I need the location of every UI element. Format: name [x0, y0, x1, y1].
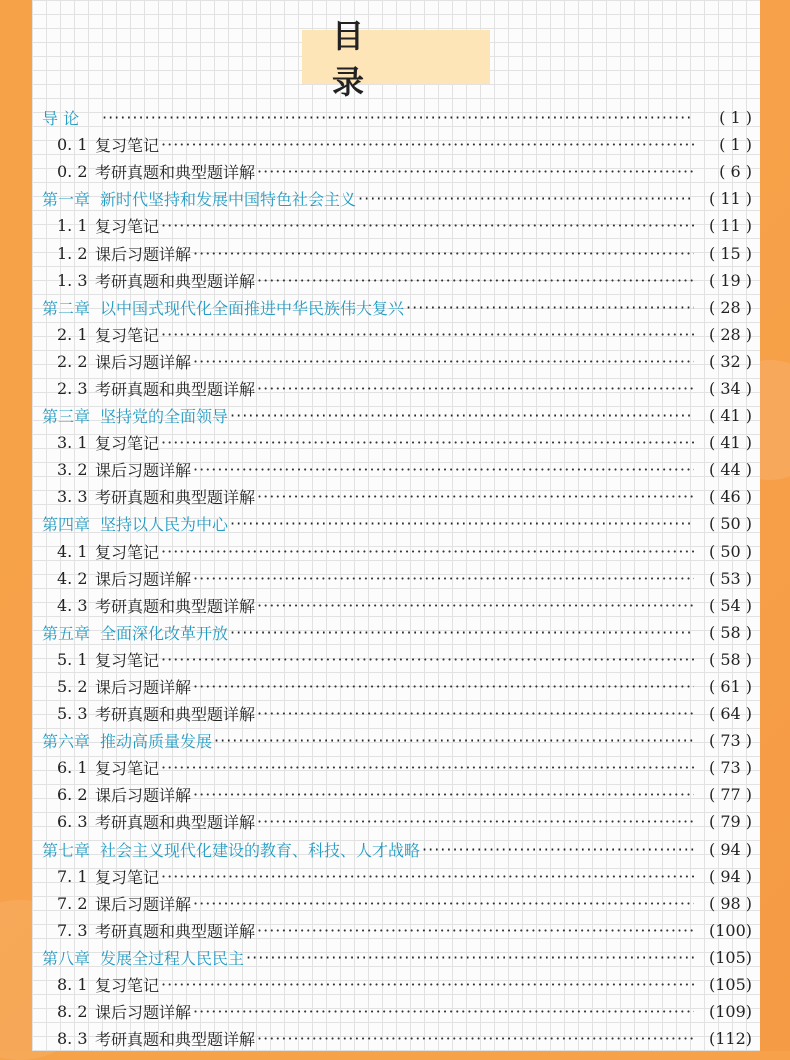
- entry-title: 复习笔记: [95, 217, 160, 237]
- toc-section-entry[interactable]: [42, 863, 752, 890]
- entry-title: 课后习题详解: [95, 786, 192, 806]
- toc-chapter-entry[interactable]: [42, 185, 752, 212]
- toc-section-entry[interactable]: [42, 212, 752, 239]
- entry-title: 课后习题详解: [95, 1003, 192, 1023]
- dot-leader: [161, 758, 694, 777]
- entry-number: 第六章: [42, 732, 91, 752]
- dot-leader: [257, 1029, 694, 1048]
- entry-page-number: ( 98 ): [708, 893, 752, 913]
- entry-title: 课后习题详解: [95, 569, 192, 589]
- entry-title: 复习笔记: [95, 650, 160, 670]
- entry-number: 2. 1: [57, 324, 88, 344]
- entry-page-number: ( 44 ): [708, 460, 752, 480]
- entry-title: 考研真题和典型题详解: [95, 488, 256, 508]
- entry-title: 复习笔记: [95, 136, 160, 156]
- entry-page-number: ( 54 ): [708, 595, 752, 615]
- toc-section-entry[interactable]: [42, 131, 752, 158]
- entry-number: 5. 3: [57, 704, 88, 724]
- entry-page-number: (109): [708, 1002, 752, 1022]
- entry-number: 2. 2: [57, 351, 88, 371]
- toc-chapter-entry[interactable]: [42, 294, 752, 321]
- entry-title: 复习笔记: [95, 976, 160, 996]
- title-banner: [302, 17, 490, 101]
- dot-leader: [193, 1002, 694, 1021]
- dot-leader: [102, 108, 694, 127]
- entry-page-number: ( 19 ): [708, 270, 752, 290]
- toc-section-entry[interactable]: [42, 239, 752, 266]
- entry-page-number: ( 77 ): [708, 785, 752, 805]
- entry-title: 发展全过程人民民主: [100, 948, 245, 968]
- dot-leader: [257, 704, 694, 723]
- dot-leader: [193, 785, 694, 804]
- dot-leader: [193, 352, 694, 371]
- dot-leader: [257, 921, 694, 940]
- entry-number: 第一章: [42, 190, 91, 210]
- entry-number: 第四章: [42, 515, 91, 535]
- dot-leader: [358, 189, 694, 208]
- entry-page-number: ( 64 ): [708, 704, 752, 724]
- entry-title: 复习笔记: [95, 434, 160, 454]
- entry-page-number: ( 28 ): [708, 324, 752, 344]
- dot-leader: [422, 840, 694, 859]
- entry-title: 课后习题详解: [95, 461, 192, 481]
- entry-page-number: ( 58 ): [708, 622, 752, 642]
- entry-page-number: ( 79 ): [708, 812, 752, 832]
- entry-number: 0. 2: [57, 162, 88, 182]
- toc-section-entry[interactable]: [42, 1025, 752, 1052]
- entry-page-number: (100): [708, 920, 752, 940]
- dot-leader: [193, 569, 694, 588]
- toc-page: [32, 0, 760, 1051]
- entry-page-number: (105): [708, 975, 752, 995]
- dot-leader: [193, 460, 694, 479]
- entry-title: 坚持党的全面领导: [100, 407, 229, 427]
- entry-title: 考研真题和典型题详解: [95, 921, 256, 941]
- entry-number: 3. 2: [57, 460, 88, 480]
- entry-number: 7. 1: [57, 866, 88, 886]
- entry-title: 课后习题详解: [95, 678, 192, 698]
- toc-section-entry[interactable]: [42, 781, 752, 808]
- dot-leader: [257, 379, 694, 398]
- toc-section-entry[interactable]: [42, 158, 752, 185]
- entry-number: 1. 2: [57, 243, 88, 263]
- entry-page-number: ( 50 ): [708, 541, 752, 561]
- dot-leader: [161, 325, 694, 344]
- entry-number: 第七章: [42, 840, 91, 860]
- entry-page-number: ( 6 ): [719, 162, 752, 182]
- dot-leader: [161, 433, 694, 452]
- entry-page-number: ( 34 ): [708, 378, 752, 398]
- dot-leader: [161, 542, 694, 561]
- dot-leader: [193, 244, 694, 263]
- toc-chapter-entry[interactable]: [42, 619, 752, 646]
- entry-number: 导 论: [42, 109, 80, 129]
- entry-title: 以中国式现代化全面推进中华民族伟大复兴: [100, 298, 405, 318]
- entry-page-number: ( 53 ): [708, 568, 752, 588]
- entry-page-number: ( 58 ): [708, 649, 752, 669]
- toc-section-entry[interactable]: [42, 917, 752, 944]
- entry-number: 1. 3: [57, 270, 88, 290]
- entry-page-number: ( 11 ): [708, 189, 752, 209]
- toc-section-entry[interactable]: [42, 538, 752, 565]
- dot-leader: [257, 596, 694, 615]
- dot-leader: [257, 487, 694, 506]
- dot-leader: [257, 162, 694, 181]
- entry-page-number: ( 11 ): [708, 216, 752, 236]
- entry-page-number: ( 41 ): [708, 433, 752, 453]
- entry-page-number: ( 1 ): [719, 108, 752, 128]
- dot-leader: [230, 623, 694, 642]
- entry-number: 3. 1: [57, 433, 88, 453]
- toc-section-entry[interactable]: [42, 754, 752, 781]
- toc-section-entry[interactable]: [42, 998, 752, 1025]
- entry-number: 6. 2: [57, 785, 88, 805]
- entry-number: 6. 3: [57, 812, 88, 832]
- entry-page-number: ( 46 ): [708, 487, 752, 507]
- toc-chapter-entry[interactable]: [42, 944, 752, 971]
- entry-number: 第二章: [42, 298, 91, 318]
- entry-number: 4. 2: [57, 568, 88, 588]
- toc-section-entry[interactable]: [42, 565, 752, 592]
- entry-number: 0. 1: [57, 135, 88, 155]
- toc-section-entry[interactable]: [42, 348, 752, 375]
- entry-number: 第八章: [42, 948, 91, 968]
- entry-page-number: ( 61 ): [708, 677, 752, 697]
- entry-page-number: ( 41 ): [708, 406, 752, 426]
- entry-title: 复习笔记: [95, 325, 160, 345]
- entry-number: 5. 1: [57, 649, 88, 669]
- entry-title: 坚持以人民为中心: [100, 515, 229, 535]
- entry-number: 8. 1: [57, 975, 88, 995]
- entry-number: 4. 3: [57, 595, 88, 615]
- dot-leader: [257, 812, 694, 831]
- toc-section-entry[interactable]: [42, 700, 752, 727]
- toc-section-entry[interactable]: [42, 375, 752, 402]
- dot-leader: [161, 216, 694, 235]
- entry-page-number: ( 1 ): [719, 135, 752, 155]
- toc-section-entry[interactable]: [42, 267, 752, 294]
- dot-leader: [193, 894, 694, 913]
- entry-number: 第五章: [42, 623, 91, 643]
- entry-title: 课后习题详解: [95, 244, 192, 264]
- entry-number: 7. 3: [57, 920, 88, 940]
- dot-leader: [257, 271, 694, 290]
- entry-page-number: ( 32 ): [708, 351, 752, 371]
- dot-leader: [161, 867, 694, 886]
- dot-leader: [161, 650, 694, 669]
- toc-chapter-entry[interactable]: [42, 104, 752, 131]
- entry-number: 8. 2: [57, 1002, 88, 1022]
- dot-leader: [246, 948, 694, 967]
- entry-title: 课后习题详解: [95, 894, 192, 914]
- dot-leader: [161, 135, 694, 154]
- entry-number: 3. 3: [57, 487, 88, 507]
- entry-title: 考研真题和典型题详解: [95, 163, 256, 183]
- toc-section-entry[interactable]: [42, 808, 752, 835]
- toc-section-entry[interactable]: [42, 429, 752, 456]
- entry-page-number: ( 15 ): [708, 243, 752, 263]
- entry-title: 考研真题和典型题详解: [95, 271, 256, 291]
- entry-number: 2. 3: [57, 378, 88, 398]
- dot-leader: [193, 677, 694, 696]
- entry-number: 第三章: [42, 407, 91, 427]
- toc-section-entry[interactable]: [42, 971, 752, 998]
- entry-title: 考研真题和典型题详解: [95, 1030, 256, 1050]
- entry-page-number: ( 28 ): [708, 297, 752, 317]
- entry-title: 新时代坚持和发展中国特色社会主义: [100, 190, 357, 210]
- toc-chapter-entry[interactable]: [42, 727, 752, 754]
- entry-number: 7. 2: [57, 893, 88, 913]
- table-of-contents: [42, 104, 752, 1052]
- toc-section-entry[interactable]: [42, 592, 752, 619]
- entry-page-number: ( 94 ): [708, 839, 752, 859]
- entry-page-number: ( 94 ): [708, 866, 752, 886]
- entry-page-number: (105): [708, 947, 752, 967]
- entry-title: 复习笔记: [95, 867, 160, 887]
- entry-title: 考研真题和典型题详解: [95, 379, 256, 399]
- entry-page-number: (112): [708, 1029, 752, 1049]
- dot-leader: [406, 298, 694, 317]
- toc-section-entry[interactable]: [42, 483, 752, 510]
- entry-number: 1. 1: [57, 216, 88, 236]
- dot-leader: [230, 514, 694, 533]
- entry-title: 全面深化改革开放: [100, 623, 229, 643]
- entry-number: 5. 2: [57, 677, 88, 697]
- page-title: 目 录: [332, 17, 395, 101]
- entry-number: 6. 1: [57, 758, 88, 778]
- entry-number: 8. 3: [57, 1029, 88, 1049]
- toc-chapter-entry[interactable]: [42, 836, 752, 863]
- toc-section-entry[interactable]: [42, 673, 752, 700]
- toc-chapter-entry[interactable]: [42, 510, 752, 537]
- entry-title: 社会主义现代化建设的教育、科技、人才战略: [100, 840, 421, 860]
- entry-number: 4. 1: [57, 541, 88, 561]
- dot-leader: [214, 731, 694, 750]
- toc-section-entry[interactable]: [42, 646, 752, 673]
- entry-title: 课后习题详解: [95, 352, 192, 372]
- entry-title: 考研真题和典型题详解: [95, 705, 256, 725]
- entry-title: 推动高质量发展: [100, 732, 213, 752]
- entry-title: 考研真题和典型题详解: [95, 596, 256, 616]
- toc-section-entry[interactable]: [42, 456, 752, 483]
- dot-leader: [161, 975, 694, 994]
- toc-section-entry[interactable]: [42, 321, 752, 348]
- entry-title: 复习笔记: [95, 759, 160, 779]
- dot-leader: [230, 406, 694, 425]
- entry-title: 考研真题和典型题详解: [95, 813, 256, 833]
- entry-page-number: ( 73 ): [708, 758, 752, 778]
- entry-page-number: ( 50 ): [708, 514, 752, 534]
- toc-section-entry[interactable]: [42, 890, 752, 917]
- entry-title: 复习笔记: [95, 542, 160, 562]
- entry-page-number: ( 73 ): [708, 731, 752, 751]
- toc-chapter-entry[interactable]: [42, 402, 752, 429]
